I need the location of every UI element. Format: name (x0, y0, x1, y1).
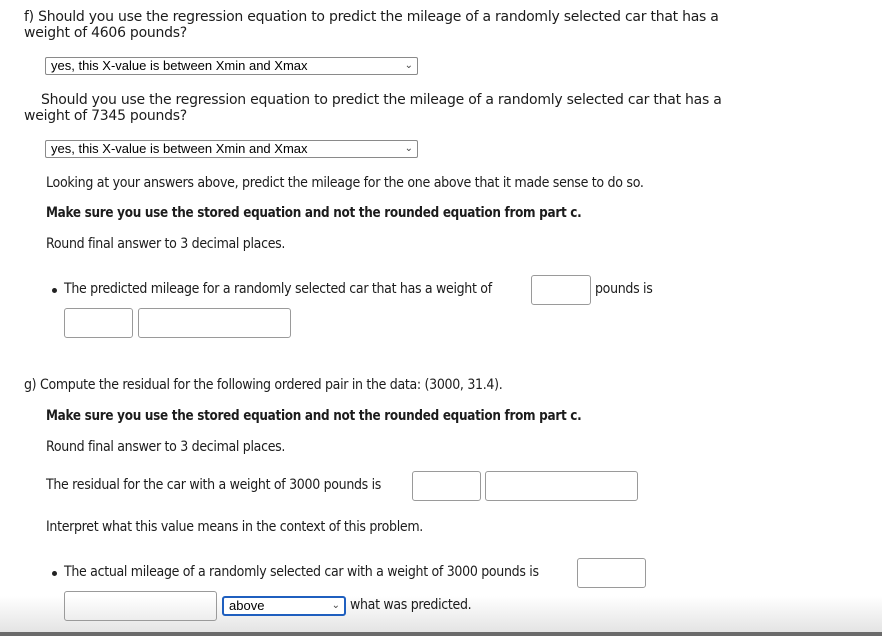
direction-select[interactable] (222, 596, 346, 616)
question-g: g) Compute the residual for the following ordered pair in the data: (3000, 31.4). (24, 377, 503, 393)
actual-units-input[interactable] (64, 591, 217, 621)
stored-equation-note-g: Make sure you use the stored equation and not the rounded equation from part c. (46, 408, 582, 424)
predicted-mileage-text: The predicted mileage for a randomly selected car that has a weight of (64, 281, 492, 297)
interpret-prompt: Interpret what this value means in the context of this problem. (46, 519, 423, 535)
residual-text: The residual for the car with a weight of 3000 pounds is (46, 477, 382, 493)
x-range-select-1[interactable] (45, 57, 418, 75)
actual-amount-input[interactable] (577, 558, 646, 588)
chevron-down-icon: ⌄ (404, 60, 413, 71)
question-f2-line1: Should you use the regression equation to predict the mileage of a randomly selected car that has a (41, 92, 722, 108)
select-value: yes, this X-value is between Xmin and Xmax (51, 58, 308, 73)
question-f2-line2: weight of 7345 pounds? (24, 108, 187, 124)
pounds-is-label: pounds is (595, 281, 653, 297)
rounding-note-g: Round final answer to 3 decimal places. (46, 439, 286, 455)
residual-input[interactable] (412, 471, 481, 501)
select-value: above (229, 598, 265, 613)
bullet (52, 571, 57, 576)
residual-units-input[interactable] (485, 471, 638, 501)
rounding-note-f: Round final answer to 3 decimal places. (46, 236, 286, 252)
predicted-mileage-input[interactable] (64, 308, 133, 338)
question-f-line1: f) Should you use the regression equation to predict the mileage of a randomly selected car that has a (24, 9, 719, 25)
x-range-select-2[interactable] (45, 140, 418, 158)
chevron-down-icon: ⌄ (331, 600, 340, 611)
bottom-edge (0, 632, 882, 636)
predicted-mileage-units-input[interactable] (138, 308, 291, 338)
predicted-suffix: what was predicted. (350, 597, 472, 613)
prediction-instruction: Looking at your answers above, predict the mileage for the one above that it made sense to do so. (46, 175, 644, 191)
chevron-down-icon: ⌄ (404, 143, 413, 154)
weight-input[interactable] (531, 275, 591, 305)
stored-equation-note-f: Make sure you use the stored equation and not the rounded equation from part c. (46, 205, 582, 221)
select-value: yes, this X-value is between Xmin and Xmax (51, 141, 308, 156)
bullet (52, 288, 57, 293)
actual-mileage-text: The actual mileage of a randomly selected car with a weight of 3000 pounds is (64, 564, 539, 580)
question-f-line2: weight of 4606 pounds? (24, 25, 187, 41)
